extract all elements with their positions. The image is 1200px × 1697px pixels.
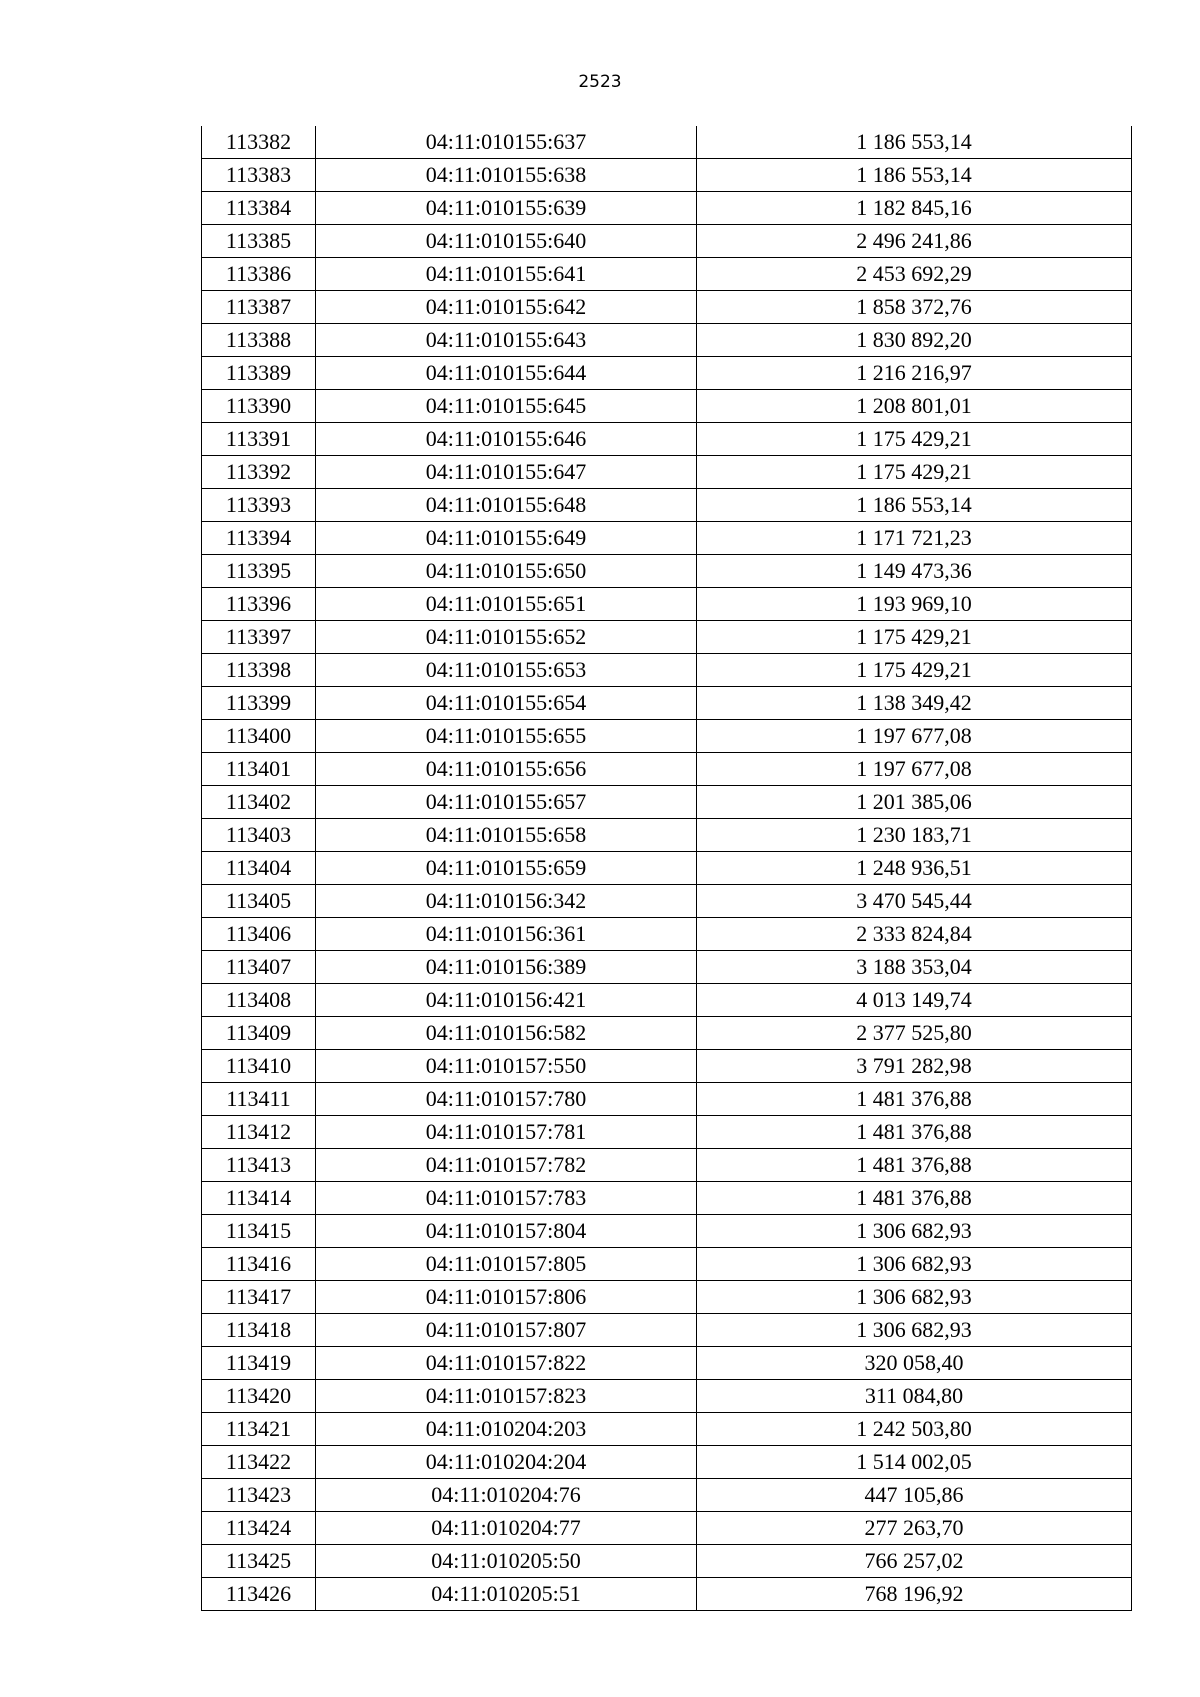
row-number-cell: 113418 — [202, 1314, 316, 1347]
cadastral-value-cell: 1 830 892,20 — [697, 324, 1132, 357]
cadastral-value-cell: 3 470 545,44 — [697, 885, 1132, 918]
table-row — [202, 423, 1132, 456]
row-number-cell: 113424 — [202, 1512, 316, 1545]
cadastral-number-cell: 04:11:010155:644 — [316, 357, 697, 390]
cadastral-number-cell: 04:11:010155:655 — [316, 720, 697, 753]
table-row — [202, 687, 1132, 720]
row-number-cell: 113426 — [202, 1578, 316, 1611]
table-row — [202, 258, 1132, 291]
cadastral-number-cell: 04:11:010155:651 — [316, 588, 697, 621]
cadastral-value-cell: 1 216 216,97 — [697, 357, 1132, 390]
row-number-cell: 113422 — [202, 1446, 316, 1479]
row-number-cell: 113412 — [202, 1116, 316, 1149]
cadastral-value-cell: 447 105,86 — [697, 1479, 1132, 1512]
cadastral-number-cell: 04:11:010155:658 — [316, 819, 697, 852]
table-row — [202, 1149, 1132, 1182]
row-number-cell: 113415 — [202, 1215, 316, 1248]
cadastral-number-cell: 04:11:010157:807 — [316, 1314, 697, 1347]
cadastral-number-cell: 04:11:010157:783 — [316, 1182, 697, 1215]
row-number-cell: 113389 — [202, 357, 316, 390]
row-number-cell: 113413 — [202, 1149, 316, 1182]
cadastral-value-cell: 2 333 824,84 — [697, 918, 1132, 951]
table-row — [202, 588, 1132, 621]
table-row — [202, 621, 1132, 654]
table-body — [202, 126, 1132, 1611]
table-row — [202, 456, 1132, 489]
table-row — [202, 225, 1132, 258]
cadastral-value-cell: 1 171 721,23 — [697, 522, 1132, 555]
table-row — [202, 951, 1132, 984]
row-number-cell: 113386 — [202, 258, 316, 291]
cadastral-number-cell: 04:11:010155:640 — [316, 225, 697, 258]
cadastral-value-cell: 1 481 376,88 — [697, 1182, 1132, 1215]
cadastral-number-cell: 04:11:010155:646 — [316, 423, 697, 456]
table-row — [202, 654, 1132, 687]
cadastral-value-cell: 1 138 349,42 — [697, 687, 1132, 720]
cadastral-number-cell: 04:11:010156:361 — [316, 918, 697, 951]
cadastral-value-cell: 1 197 677,08 — [697, 753, 1132, 786]
cadastral-number-cell: 04:11:010157:804 — [316, 1215, 697, 1248]
cadastral-number-cell: 04:11:010157:806 — [316, 1281, 697, 1314]
table-row — [202, 1215, 1132, 1248]
cadastral-number-cell: 04:11:010155:639 — [316, 192, 697, 225]
cadastral-number-cell: 04:11:010155:656 — [316, 753, 697, 786]
cadastral-number-cell: 04:11:010155:645 — [316, 390, 697, 423]
table-row — [202, 1380, 1132, 1413]
cadastral-number-cell: 04:11:010155:641 — [316, 258, 697, 291]
row-number-cell: 113405 — [202, 885, 316, 918]
row-number-cell: 113393 — [202, 489, 316, 522]
table-row — [202, 885, 1132, 918]
table-row — [202, 126, 1132, 159]
cadastral-value-cell: 1 175 429,21 — [697, 423, 1132, 456]
row-number-cell: 113406 — [202, 918, 316, 951]
row-number-cell: 113396 — [202, 588, 316, 621]
cadastral-value-cell: 277 263,70 — [697, 1512, 1132, 1545]
cadastral-value-cell: 3 188 353,04 — [697, 951, 1132, 984]
row-number-cell: 113400 — [202, 720, 316, 753]
cadastral-number-cell: 04:11:010155:652 — [316, 621, 697, 654]
cadastral-number-cell: 04:11:010155:649 — [316, 522, 697, 555]
row-number-cell: 113388 — [202, 324, 316, 357]
row-number-cell: 113391 — [202, 423, 316, 456]
row-number-cell: 113402 — [202, 786, 316, 819]
cadastral-number-cell: 04:11:010157:805 — [316, 1248, 697, 1281]
table-row — [202, 1512, 1132, 1545]
cadastral-number-cell: 04:11:010205:51 — [316, 1578, 697, 1611]
row-number-cell: 113395 — [202, 555, 316, 588]
cadastral-number-cell: 04:11:010157:782 — [316, 1149, 697, 1182]
cadastral-number-cell: 04:11:010155:647 — [316, 456, 697, 489]
row-number-cell: 113409 — [202, 1017, 316, 1050]
row-number-cell: 113397 — [202, 621, 316, 654]
table-row — [202, 1116, 1132, 1149]
cadastral-number-cell: 04:11:010155:638 — [316, 159, 697, 192]
cadastral-number-cell: 04:11:010155:653 — [316, 654, 697, 687]
cadastral-number-cell: 04:11:010155:657 — [316, 786, 697, 819]
row-number-cell: 113390 — [202, 390, 316, 423]
cadastral-value-cell: 1 242 503,80 — [697, 1413, 1132, 1446]
cadastral-number-cell: 04:11:010157:780 — [316, 1083, 697, 1116]
cadastral-number-cell: 04:11:010156:342 — [316, 885, 697, 918]
row-number-cell: 113392 — [202, 456, 316, 489]
cadastral-value-cell: 1 306 682,93 — [697, 1281, 1132, 1314]
cadastral-value-cell: 1 201 385,06 — [697, 786, 1132, 819]
cadastral-value-cell: 1 182 845,16 — [697, 192, 1132, 225]
row-number-cell: 113417 — [202, 1281, 316, 1314]
table-row — [202, 357, 1132, 390]
table-row — [202, 819, 1132, 852]
cadastral-value-cell: 1 306 682,93 — [697, 1314, 1132, 1347]
cadastral-number-cell: 04:11:010155:642 — [316, 291, 697, 324]
cadastral-value-cell: 320 058,40 — [697, 1347, 1132, 1380]
row-number-cell: 113383 — [202, 159, 316, 192]
row-number-cell: 113414 — [202, 1182, 316, 1215]
cadastral-value-cell: 1 149 473,36 — [697, 555, 1132, 588]
cadastral-value-cell: 1 175 429,21 — [697, 456, 1132, 489]
table-row — [202, 291, 1132, 324]
cadastral-value-cell: 1 858 372,76 — [697, 291, 1132, 324]
cadastral-value-cell: 1 186 553,14 — [697, 126, 1132, 159]
table-row — [202, 1446, 1132, 1479]
cadastral-value-cell: 1 186 553,14 — [697, 159, 1132, 192]
table-row — [202, 786, 1132, 819]
row-number-cell: 113403 — [202, 819, 316, 852]
cadastral-value-cell: 766 257,02 — [697, 1545, 1132, 1578]
cadastral-value-cell: 1 175 429,21 — [697, 654, 1132, 687]
row-number-cell: 113410 — [202, 1050, 316, 1083]
cadastral-number-cell: 04:11:010155:643 — [316, 324, 697, 357]
cadastral-value-cell: 1 306 682,93 — [697, 1215, 1132, 1248]
cadastral-number-cell: 04:11:010155:659 — [316, 852, 697, 885]
table-row — [202, 1017, 1132, 1050]
cadastral-number-cell: 04:11:010157:823 — [316, 1380, 697, 1413]
row-number-cell: 113423 — [202, 1479, 316, 1512]
row-number-cell: 113387 — [202, 291, 316, 324]
row-number-cell: 113382 — [202, 126, 316, 159]
row-number-cell: 113421 — [202, 1413, 316, 1446]
table-row — [202, 1248, 1132, 1281]
cadastral-number-cell: 04:11:010155:637 — [316, 126, 697, 159]
cadastral-value-cell: 1 193 969,10 — [697, 588, 1132, 621]
row-number-cell: 113401 — [202, 753, 316, 786]
row-number-cell: 113420 — [202, 1380, 316, 1413]
row-number-cell: 113399 — [202, 687, 316, 720]
row-number-cell: 113394 — [202, 522, 316, 555]
cadastral-number-cell: 04:11:010156:389 — [316, 951, 697, 984]
table-row — [202, 324, 1132, 357]
row-number-cell: 113407 — [202, 951, 316, 984]
cadastral-number-cell: 04:11:010204:204 — [316, 1446, 697, 1479]
table-row — [202, 720, 1132, 753]
table-row — [202, 1578, 1132, 1611]
table-row — [202, 984, 1132, 1017]
table-row — [202, 1182, 1132, 1215]
table-row — [202, 852, 1132, 885]
cadastral-value-cell: 1 248 936,51 — [697, 852, 1132, 885]
cadastral-value-cell: 1 208 801,01 — [697, 390, 1132, 423]
table-row — [202, 1413, 1132, 1446]
table-row — [202, 489, 1132, 522]
cadastral-value-cell: 1 230 183,71 — [697, 819, 1132, 852]
table-row — [202, 1479, 1132, 1512]
cadastral-value-cell: 1 175 429,21 — [697, 621, 1132, 654]
table-row — [202, 918, 1132, 951]
cadastral-number-cell: 04:11:010156:421 — [316, 984, 697, 1017]
cadastral-value-cell: 1 481 376,88 — [697, 1083, 1132, 1116]
table-row — [202, 159, 1132, 192]
row-number-cell: 113425 — [202, 1545, 316, 1578]
page-number: 2523 — [578, 72, 622, 92]
cadastral-value-cell: 1 186 553,14 — [697, 489, 1132, 522]
table-row — [202, 1347, 1132, 1380]
table-row — [202, 522, 1132, 555]
cadastral-value-cell: 2 496 241,86 — [697, 225, 1132, 258]
cadastral-number-cell: 04:11:010204:76 — [316, 1479, 697, 1512]
row-number-cell: 113384 — [202, 192, 316, 225]
table-row — [202, 1083, 1132, 1116]
cadastral-number-cell: 04:11:010204:203 — [316, 1413, 697, 1446]
cadastral-number-cell: 04:11:010205:50 — [316, 1545, 697, 1578]
cadastral-value-cell: 1 306 682,93 — [697, 1248, 1132, 1281]
cadastral-value-table — [201, 126, 1132, 1611]
row-number-cell: 113408 — [202, 984, 316, 1017]
cadastral-value-cell: 1 514 002,05 — [697, 1446, 1132, 1479]
cadastral-number-cell: 04:11:010157:781 — [316, 1116, 697, 1149]
cadastral-number-cell: 04:11:010155:654 — [316, 687, 697, 720]
row-number-cell: 113385 — [202, 225, 316, 258]
row-number-cell: 113404 — [202, 852, 316, 885]
row-number-cell: 113416 — [202, 1248, 316, 1281]
cadastral-value-cell: 2 453 692,29 — [697, 258, 1132, 291]
table-row — [202, 390, 1132, 423]
cadastral-value-cell: 311 084,80 — [697, 1380, 1132, 1413]
cadastral-number-cell: 04:11:010156:582 — [316, 1017, 697, 1050]
cadastral-value-cell: 1 197 677,08 — [697, 720, 1132, 753]
cadastral-value-cell: 4 013 149,74 — [697, 984, 1132, 1017]
cadastral-number-cell: 04:11:010157:822 — [316, 1347, 697, 1380]
cadastral-value-cell: 1 481 376,88 — [697, 1149, 1132, 1182]
table-row — [202, 1050, 1132, 1083]
row-number-cell: 113411 — [202, 1083, 316, 1116]
table-row — [202, 192, 1132, 225]
cadastral-number-cell: 04:11:010155:648 — [316, 489, 697, 522]
cadastral-value-cell: 768 196,92 — [697, 1578, 1132, 1611]
cadastral-number-cell: 04:11:010157:550 — [316, 1050, 697, 1083]
table-row — [202, 1281, 1132, 1314]
row-number-cell: 113419 — [202, 1347, 316, 1380]
cadastral-number-cell: 04:11:010155:650 — [316, 555, 697, 588]
table-row — [202, 753, 1132, 786]
cadastral-value-cell: 1 481 376,88 — [697, 1116, 1132, 1149]
table-row — [202, 1545, 1132, 1578]
cadastral-number-cell: 04:11:010204:77 — [316, 1512, 697, 1545]
cadastral-value-cell: 3 791 282,98 — [697, 1050, 1132, 1083]
row-number-cell: 113398 — [202, 654, 316, 687]
table-row — [202, 1314, 1132, 1347]
table-row — [202, 555, 1132, 588]
cadastral-value-cell: 2 377 525,80 — [697, 1017, 1132, 1050]
